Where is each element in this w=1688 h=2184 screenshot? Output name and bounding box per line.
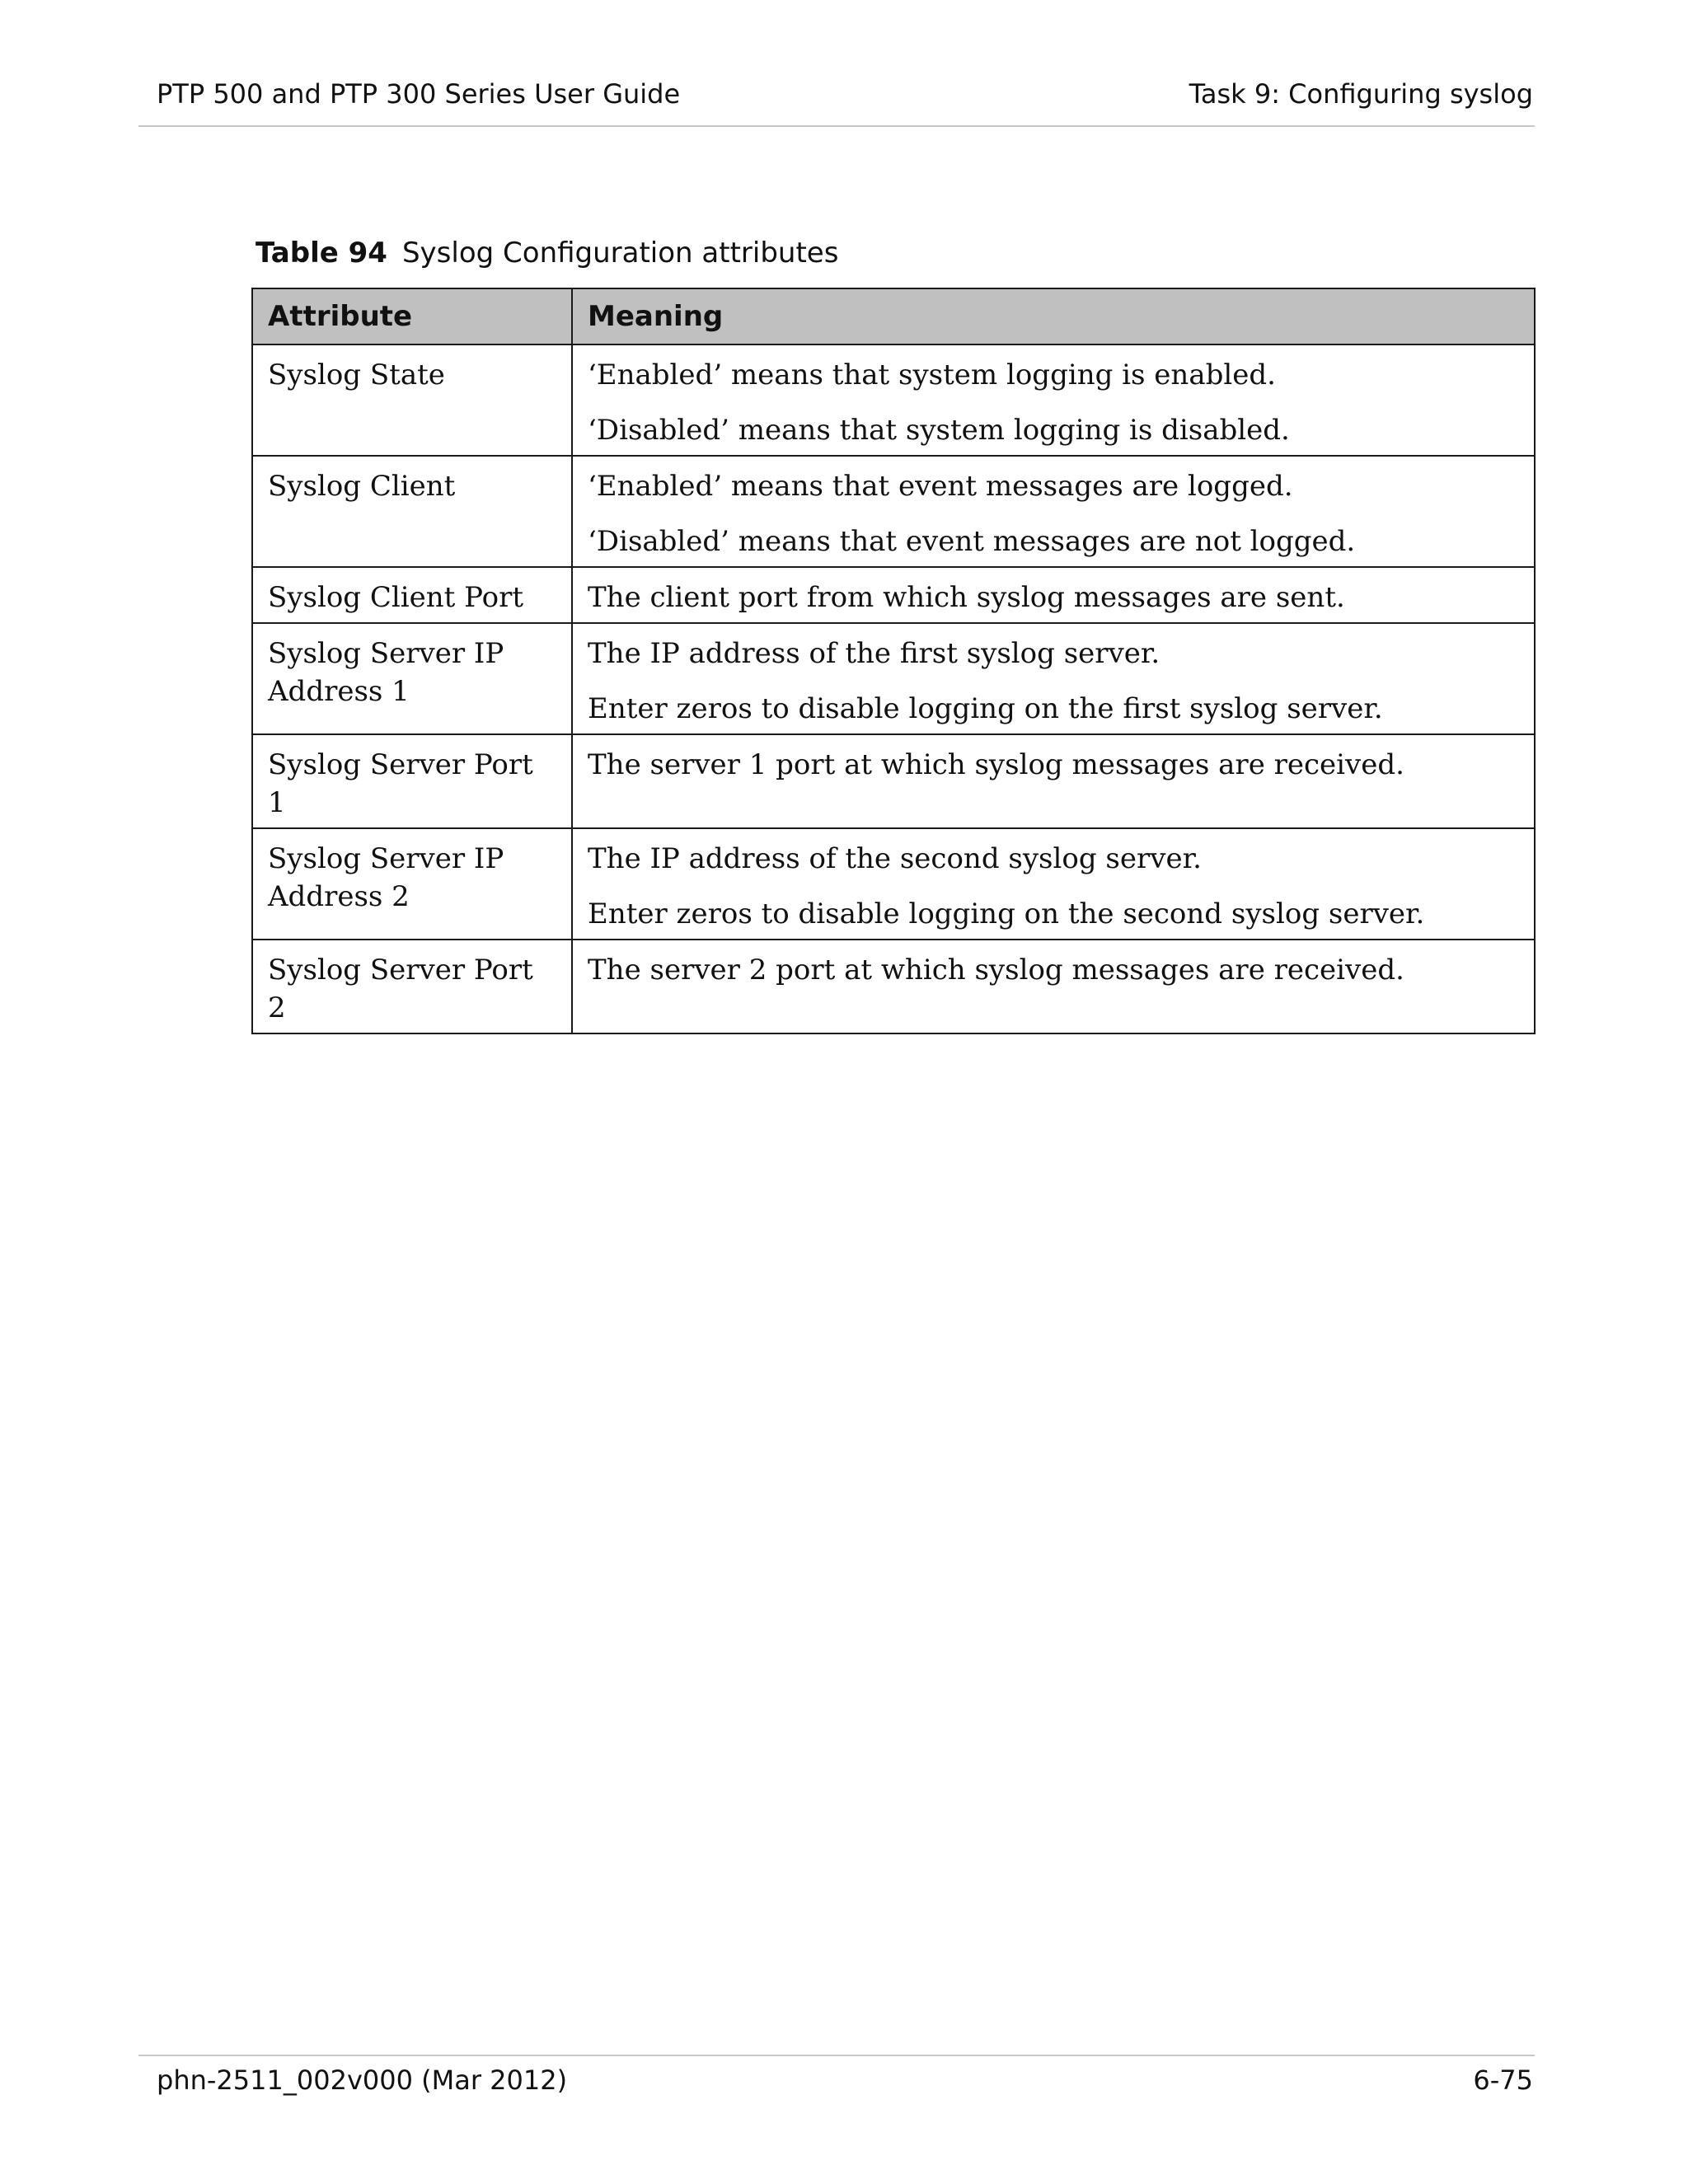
- meaning-paragraph: ‘Disabled’ means that event messages are not logged.: [588, 525, 1356, 558]
- attribute-cell: Syslog State: [252, 344, 572, 456]
- table-caption-title: Syslog Configuration attributes: [401, 237, 839, 269]
- page-header: [138, 76, 1550, 112]
- meaning-cell: [572, 734, 1535, 828]
- table-caption: [256, 234, 838, 272]
- table-row: [252, 567, 1535, 623]
- attribute-cell: Syslog Client: [252, 456, 572, 567]
- attribute-cell: Syslog Client Port: [252, 567, 572, 623]
- meaning-paragraph: ‘Enabled’ means that system logging is enabled.: [588, 359, 1276, 391]
- attribute-cell: Syslog Server IP Address 2: [252, 828, 572, 940]
- header-divider: [138, 125, 1535, 127]
- meaning-paragraph: The IP address of the first syslog server.: [588, 637, 1160, 670]
- meaning-paragraph: ‘Enabled’ means that event messages are logged.: [588, 470, 1293, 503]
- table-caption-label: Table 94: [256, 237, 387, 269]
- column-header-meaning: Meaning: [572, 288, 1535, 344]
- meaning-cell: [572, 456, 1535, 567]
- table-header-row: [252, 288, 1535, 344]
- meaning-cell: [572, 623, 1535, 734]
- table-row: [252, 344, 1535, 456]
- meaning-paragraph: Enter zeros to disable logging on the second syslog server.: [588, 898, 1425, 930]
- table-row: [252, 734, 1535, 828]
- table-row: [252, 940, 1535, 1033]
- table-row: [252, 456, 1535, 567]
- attribute-cell: Syslog Server Port 1: [252, 734, 572, 828]
- meaning-cell: [572, 344, 1535, 456]
- section-title: Task 9: Configuring syslog: [1189, 78, 1533, 110]
- meaning-paragraph: ‘Disabled’ means that system logging is disabled.: [588, 414, 1290, 447]
- page-number: 6-75: [1473, 2064, 1533, 2096]
- meaning-cell: [572, 828, 1535, 940]
- footer-divider: [138, 2055, 1535, 2056]
- page-footer: [138, 2062, 1550, 2098]
- meaning-paragraph: The server 2 port at which syslog messages are received.: [588, 954, 1404, 987]
- column-header-attribute: Attribute: [252, 288, 572, 344]
- document-title: PTP 500 and PTP 300 Series User Guide: [157, 78, 681, 110]
- meaning-paragraph: The IP address of the second syslog server.: [588, 842, 1202, 875]
- meaning-paragraph: The client port from which syslog messages are sent.: [588, 581, 1345, 614]
- meaning-cell: [572, 940, 1535, 1033]
- document-id: phn-2511_002v000 (Mar 2012): [157, 2064, 568, 2096]
- attribute-cell: Syslog Server IP Address 1: [252, 623, 572, 734]
- attribute-cell: Syslog Server Port 2: [252, 940, 572, 1033]
- meaning-cell: [572, 567, 1535, 623]
- table-row: [252, 828, 1535, 940]
- meaning-paragraph: The server 1 port at which syslog messages are received.: [588, 748, 1404, 781]
- meaning-paragraph: Enter zeros to disable logging on the first syslog server.: [588, 692, 1383, 725]
- syslog-attributes-table: [251, 288, 1536, 1034]
- table-row: [252, 623, 1535, 734]
